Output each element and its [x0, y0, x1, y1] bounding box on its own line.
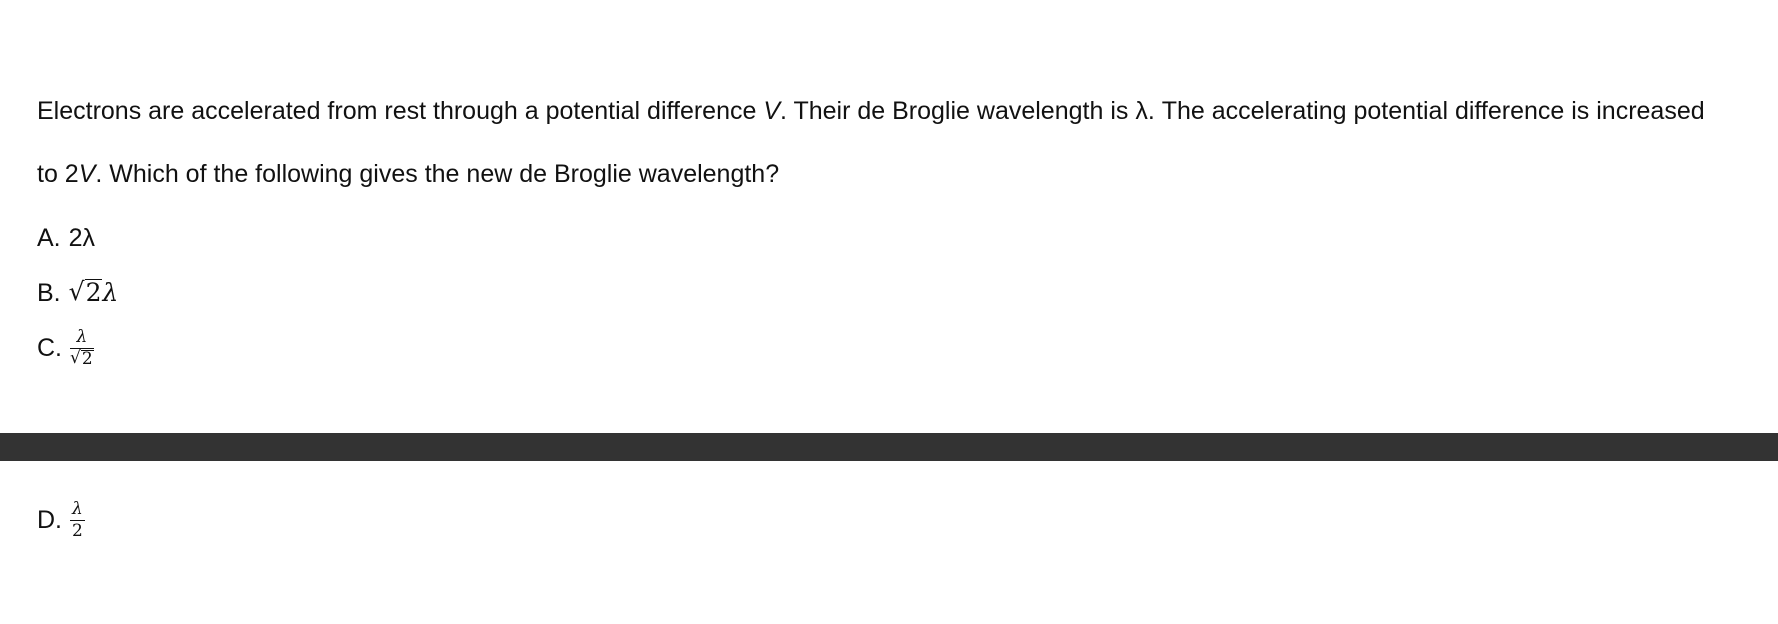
- option-d-fraction: [70, 500, 85, 541]
- option-b[interactable]: [37, 278, 118, 308]
- question-text: [37, 80, 1757, 206]
- option-b-letter: B.: [37, 279, 61, 307]
- option-c[interactable]: [37, 328, 94, 369]
- option-c-numerator: λ: [76, 327, 88, 347]
- section-divider: [0, 433, 1778, 461]
- option-d-denominator: 2: [71, 520, 83, 541]
- radical-sign: √: [68, 277, 85, 307]
- question-line-2: [37, 143, 1757, 206]
- option-d-letter: D.: [37, 506, 62, 535]
- question-line-2-start: to 2: [37, 160, 79, 188]
- variable-v: V: [763, 97, 781, 125]
- option-b-sqrt: [69, 279, 103, 306]
- variable-v: V: [78, 160, 96, 188]
- option-a[interactable]: [37, 223, 95, 253]
- option-c-sqrt: [70, 347, 94, 369]
- option-c-radicand: 2: [81, 348, 93, 369]
- option-c-fraction: [70, 328, 94, 369]
- option-a-letter: A.: [37, 224, 61, 252]
- question-line-1-end: . Their de Broglie wavelength is λ. The accelerating potential difference is increased: [780, 97, 1705, 125]
- option-c-letter: C.: [37, 334, 62, 363]
- option-a-value: 2λ: [68, 224, 96, 252]
- question-line-2-end: . Which of the following gives the new de Broglie wavelength?: [95, 160, 780, 188]
- question-line-1-start: Electrons are accelerated from rest through a potential difference: [37, 97, 764, 125]
- option-b-lambda: λ: [102, 278, 119, 307]
- radical-sign: √: [70, 347, 81, 368]
- option-d-numerator: λ: [72, 499, 83, 519]
- option-b-radicand: 2: [85, 278, 102, 308]
- question-line-1: [37, 80, 1757, 143]
- option-c-denominator: [70, 349, 94, 369]
- option-d[interactable]: [37, 500, 85, 541]
